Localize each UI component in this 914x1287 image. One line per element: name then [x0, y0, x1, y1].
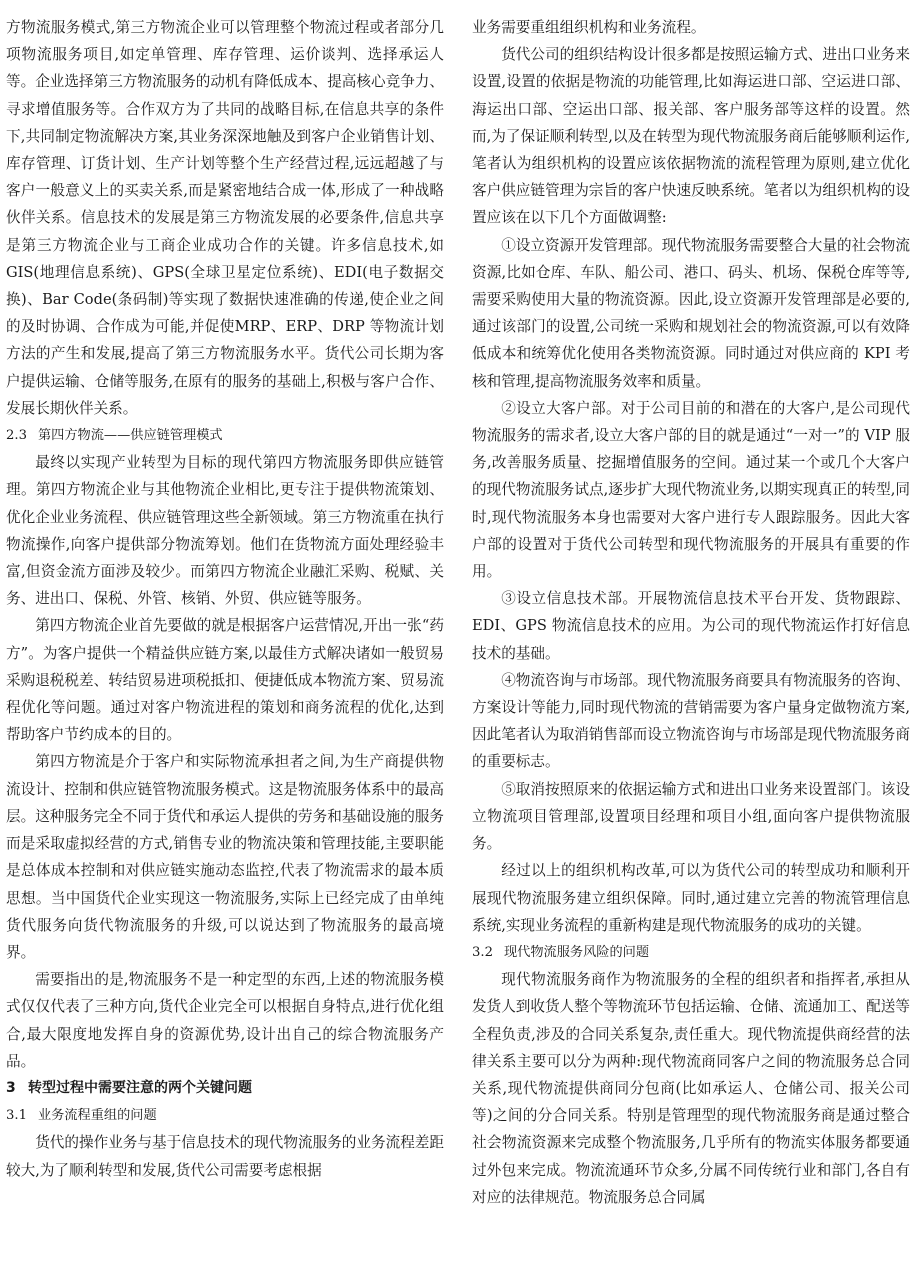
left-column: [6, 14, 444, 1184]
paragraph: 业务需要重组组织机构和业务流程。: [472, 19, 706, 36]
paragraph: ⑤取消按照原来的依据运输方式和进出口业务来设置部门。该设立物流项目管理部,设置项目经理和项目小组,面向客户提供物流服务。: [472, 780, 910, 853]
subsection-heading: [6, 1102, 444, 1129]
paragraph: 最终以实现产业转型为目标的现代第四方物流服务即供应链管理。第四方物流企业与其他物流企业相比,更专注于提供物流策划、优化企业业务流程、供应链管理这些全新领域。第三方物流重在执行物流操作,向客户提供部分物流筹划。他们在货物流方面处理经验丰富,但资金流方面涉及较少。而第四方物流企业融汇采购、税赋、关务、进出口、保税、外管、核销、外贸、供应链等服务。: [6, 454, 444, 608]
heading-number: 2.3: [6, 428, 27, 444]
paragraph: ①设立资源开发管理部。现代物流服务需要整合大量的社会物流资源,比如仓库、车队、船公司、港口、码头、机场、保税仓库等等,需要采购使用大量的物流资源。因此,设立资源开发管理部是必要的,通过该部门的设置,公司统一采购和规划社会的物流资源,可以有效降低成本和统筹优化使用各类物流资源。同时通过对供应商的 KPI 考核和管理,提高物流服务效率和质量。: [472, 236, 910, 390]
heading-text: 转型过程中需要注意的两个关键问题: [28, 1079, 252, 1096]
subsection-heading: [6, 422, 444, 449]
section-heading: [6, 1075, 444, 1102]
paragraph: ④物流咨询与市场部。现代物流服务商要具有物流服务的咨询、方案设计等能力,同时现代物流的营销需要为客户量身定做物流方案,因此笔者认为取消销售部而设立物流咨询与市场部是现代物流服务商的重要标志。: [472, 671, 910, 771]
subsection-heading: [472, 939, 910, 966]
paragraph: 经过以上的组织机构改革,可以为货代公司的转型成功和顺利开展现代物流服务建立组织保障。同时,通过建立完善的物流管理信息系统,实现业务流程的重新构建是现代物流服务的成功的关键。: [472, 862, 910, 934]
paragraph: 货代的操作业务与基于信息技术的现代物流服务的业务流程差距较大,为了顺利转型和发展,货代公司需要考虑根据: [6, 1134, 444, 1179]
paragraph: 货代公司的组织结构设计很多都是按照运输方式、进出口业务来设置,设置的依据是物流的功能管理,比如海运进口部、空运进口部、海运出口部、空运出口部、报关部、客户服务部等这样的设置。然而,为了保证顺利转型,以及在转型为现代物流服务商后能够顺利运作,笔者认为组织机构的设置应该依据物流的流程管理为原则,建立优化客户供应链管理为宗旨的客户快速反映系统。笔者以为组织机构的设置应该在以下几个方面做调整:: [472, 46, 910, 227]
paragraph: 方物流服务模式,第三方物流企业可以管理整个物流过程或者部分几项物流服务项目,如定单管理、库存管理、运价谈判、选择承运人等。企业选择第三方物流服务的动机有降低成本、提高核心竞争力、寻求增值服务等。合作双方为了共同的战略目标,在信息共享的条件下,共同制定物流解决方案,其业务深深地触及到客户企业销售计划、库存管理、订货计划、生产计划等整个生产经营过程,远远超越了与客户一般意义上的买卖关系,而是紧密地结合成一体,形成了一种战略伙伴关系。信息技术的发展是第三方物流发展的必要条件,信息共享是第三方物流企业与工商企业成功合作的关键。许多信息技术,如 GIS(地理信息系统)、GPS(全球卫星定位系统)、EDI(电子数据交换)、Bar Code(条码制)等实现了数据快速准确的传递,使企业之间的及时协调、合作成为可能,并促使MRP、ERP、DRP 等物流计划方法的产生和发展,提高了第三方物流服务水平。货代公司长期为客户提供运输、仓储等服务,在原有的服务的基础上,积极与客户合作、发展长期伙伴关系。: [6, 19, 444, 417]
heading-number: 3.2: [472, 944, 493, 960]
heading-number: 3.1: [6, 1108, 27, 1124]
paragraph: 第四方物流是介于客户和实际物流承担者之间,为生产商提供物流设计、控制和供应链管物流服务模式。这是物流服务体系中的最高层。这种服务完全不同于货代和承运人提供的劳务和基础设施的服务而是采取虚拟经营的方式,销售专业的物流决策和管理技能,主要职能是总体成本控制和对供应链实施动态监控,代表了物流需求的最本质思想。当中国货代企业实现这一物流服务,实际上已经完成了由单纯货代服务向货代物流服务的升级,可以说达到了物流服务的最高境界。: [6, 753, 444, 961]
paragraph: 第四方物流企业首先要做的就是根据客户运营情况,开出一张“药方”。为客户提供一个精益供应链方案,以最佳方式解决诸如一般贸易采购退税税差、转结贸易进项税抵扣、便捷低成本物流方案、贸易流程优化等问题。通过对客户物流进程的策划和商务流程的优化,达到帮助客户节约成本的目的。: [6, 617, 444, 744]
right-column: [472, 14, 910, 1211]
heading-text: 现代物流服务风险的问题: [504, 944, 650, 960]
paragraph: 现代物流服务商作为物流服务的全程的组织者和指挥者,承担从发货人到收货人整个等物流环节包括运输、仓储、流通加工、配送等全程负责,涉及的合同关系复杂,责任重大。现代物流提供商经营的法律关系主要可以分为两种:现代物流商同客户之间的物流服务总合同关系,现代物流提供商同分包商(比如承运人、仓储公司、报关公司等)之间的分合同关系。特别是管理型的现代物流服务商是通过整合社会物流资源来完成整个物流服务,几乎所有的物流实体服务都要通过外包来完成。物流流通环节众多,分属不同传统行业和部门,各自有对应的法律规范。物流服务总合同属: [472, 971, 910, 1206]
paragraph: ③设立信息技术部。开展物流信息技术平台开发、货物跟踪、EDI、GPS 物流信息技术的应用。为公司的现代物流运作打好信息技术的基础。: [472, 590, 910, 662]
heading-text: 业务流程重组的问题: [38, 1108, 157, 1124]
paragraph: 需要指出的是,物流服务不是一种定型的东西,上述的物流服务模式仅仅代表了三种方向,货代企业完全可以根据自身特点,进行优化组合,最大限度地发挥自身的资源优势,设计出自己的综合物流服务产品。: [6, 971, 444, 1070]
heading-text: 第四方物流——供应链管理模式: [38, 428, 223, 444]
paragraph: ②设立大客户部。对于公司目前的和潜在的大客户,是公司现代物流服务的需求者,设立大客户部的目的就是通过“一对一”的 VIP 服务,改善服务质量、挖掘增值服务的空间。通过某一个或几个大客户的现代物流服务试点,逐步扩大现代物流业务,以期实现真正的转型,同时,现代物流服务本身也需要对大客户进行专人跟踪服务。因此大客户部的设置对于货代公司转型和现代物流服务的开展具有重要的作用。: [472, 399, 910, 581]
heading-number: 3: [6, 1079, 16, 1096]
